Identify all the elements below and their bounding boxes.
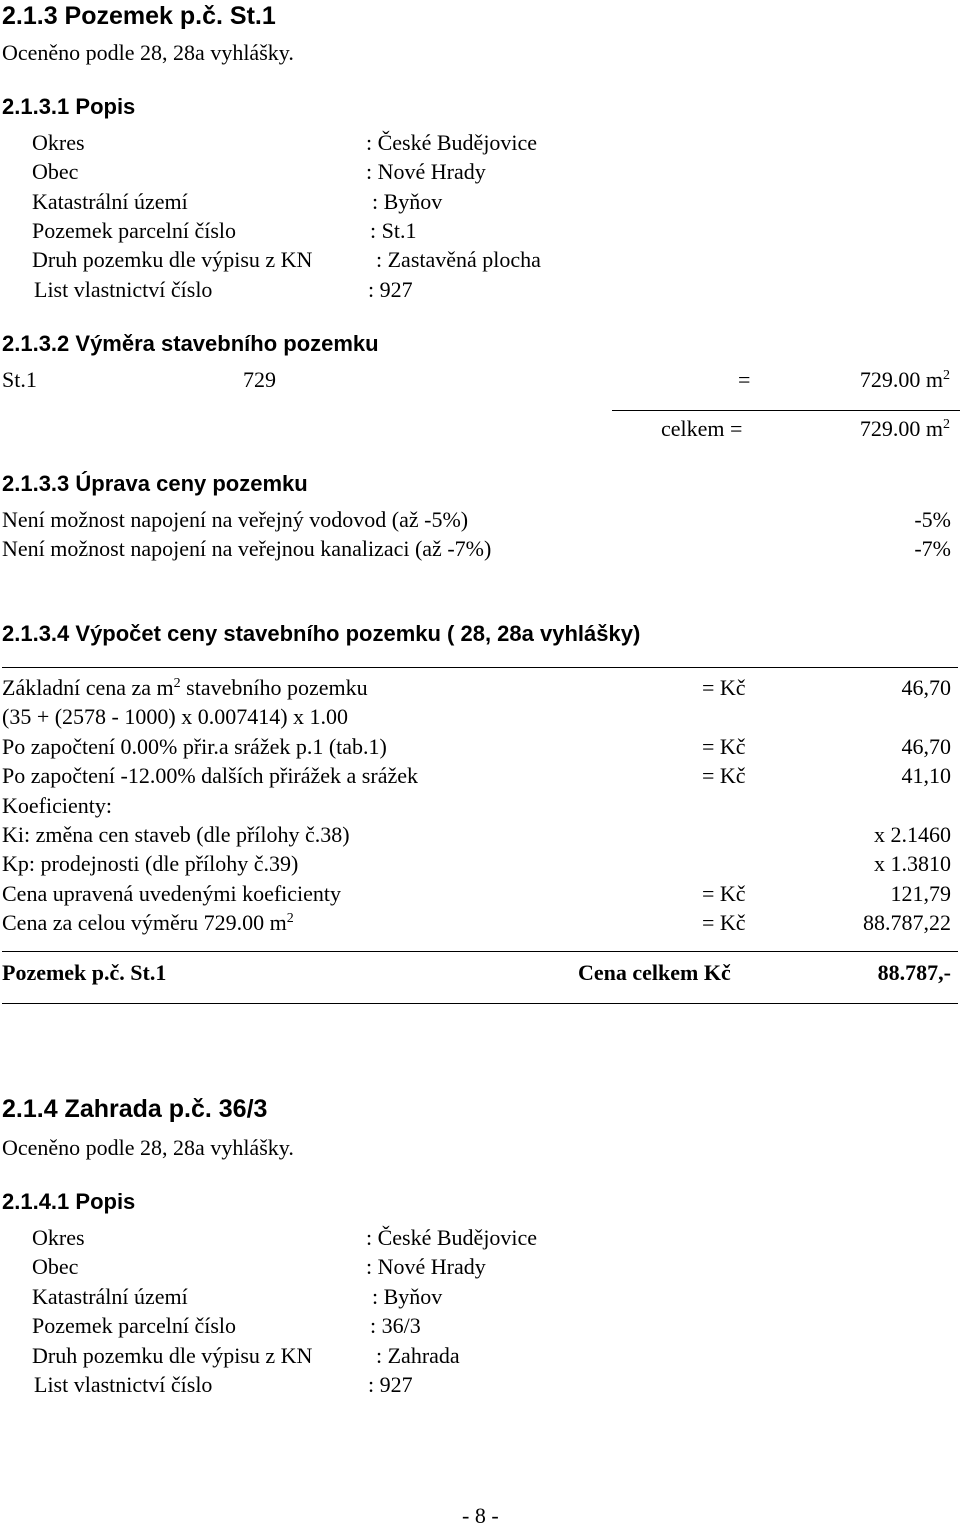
ki-label: Ki: změna cen staveb (dle přílohy č.38): [2, 822, 350, 847]
cena-celou-label: Cena za celou výměru 729.00 $m^2$: [2, 910, 294, 935]
cena-upravena-eq: = Kč: [702, 881, 746, 906]
zapocteni-value: 41,10: [901, 763, 951, 788]
popis-label: List vlastnictví číslo: [34, 277, 213, 302]
vymera-total-value: 729.00 $m^2$: [859, 416, 950, 441]
koeficienty-label: Koeficienty:: [2, 793, 112, 818]
popis-value: : České Budějovice: [366, 130, 538, 155]
cena-celou-eq: = Kč: [702, 910, 746, 935]
divider: [2, 951, 958, 952]
uprava-value: -7%: [914, 536, 951, 561]
popis-value: : 927: [368, 1372, 413, 1397]
section-heading: 2.1.4 Zahrada p.č. 36/3: [2, 1095, 268, 1123]
ki-value: x 2.1460: [874, 822, 951, 847]
vymera-total-label: celkem =: [661, 416, 743, 441]
zapocteni-value: 46,70: [901, 734, 951, 759]
subsection-heading-popis: 2.1.3.1 Popis: [2, 94, 136, 119]
formula: (35 + (2578 - 1000) x 0.007414) x 1.00: [2, 704, 349, 729]
cena-upravena-label: Cena upravená uvedenými koeficienty: [2, 881, 342, 906]
popis-label: Katastrální území: [32, 1284, 188, 1309]
popis-value: : Byňov: [372, 1284, 443, 1309]
vymera-eq: =: [738, 367, 751, 392]
total-mid-label: Cena celkem Kč: [578, 960, 731, 985]
popis-label: Okres: [32, 1225, 85, 1250]
popis-value: : Byňov: [372, 189, 443, 214]
uprava-label: Není možnost napojení na veřejnou kanalizaci (až -7%): [2, 536, 492, 561]
popis-value: : České Budějovice: [366, 1225, 538, 1250]
zakladni-cena-eq: = Kč: [702, 675, 746, 700]
popis-label: Obec: [32, 1254, 79, 1279]
zapocteni-label: Po započtení -12.00% dalších přirážek a srážek: [2, 763, 418, 788]
kp-label: Kp: prodejnosti (dle přílohy č.39): [2, 851, 299, 876]
popis-label: Okres: [32, 130, 85, 155]
popis-label: Druh pozemku dle výpisu z KN: [32, 1343, 313, 1368]
divider: [612, 410, 960, 411]
subsection-heading-vypocet: 2.1.3.4 Výpočet ceny stavebního pozemku ( 28, 28a vyhlášky): [2, 621, 641, 646]
uprava-value: -5%: [914, 507, 951, 532]
popis-value: : 927: [368, 277, 413, 302]
vymera-value: 729.00 $m^2$: [859, 367, 950, 392]
zapocteni-eq: = Kč: [702, 763, 746, 788]
popis-value: : 36/3: [370, 1313, 421, 1338]
section-heading: 2.1.3 Pozemek p.č. St.1: [2, 2, 276, 30]
vymera-label: St.1: [2, 367, 37, 392]
popis-label: Pozemek parcelní číslo: [32, 1313, 237, 1338]
total-value: 88.787,-: [877, 960, 951, 985]
subsection-heading-uprava: 2.1.3.3 Úprava ceny pozemku: [2, 471, 308, 496]
divider: [2, 667, 958, 668]
subsection-heading-vymera: 2.1.3.2 Výměra stavebního pozemku: [2, 331, 379, 356]
popis-label: List vlastnictví číslo: [34, 1372, 213, 1397]
valuation-basis: Oceněno podle 28, 28a vyhlášky.: [2, 40, 294, 65]
kp-value: x 1.3810: [874, 851, 951, 876]
popis-value: : Zahrada: [376, 1343, 460, 1368]
zakladni-cena-value: 46,70: [901, 675, 951, 700]
popis-value: : Nové Hrady: [366, 1254, 486, 1279]
uprava-label: Není možnost napojení na veřejný vodovod (až -5%): [2, 507, 469, 532]
cena-celou-value: 88.787,22: [863, 910, 951, 935]
zapocteni-eq: = Kč: [702, 734, 746, 759]
subsection-heading-popis: 2.1.4.1 Popis: [2, 1189, 136, 1214]
cena-upravena-value: 121,79: [890, 881, 951, 906]
popis-value: : Zastavěná plocha: [376, 247, 541, 272]
divider: [2, 1003, 958, 1004]
popis-value: : Nové Hrady: [366, 159, 486, 184]
popis-label: Obec: [32, 159, 79, 184]
page-number: - 8 -: [462, 1503, 499, 1528]
vymera-area: 729: [243, 367, 276, 392]
valuation-basis: Oceněno podle 28, 28a vyhlášky.: [2, 1135, 294, 1160]
zakladni-cena-label: Základní cena za $m^2$ stavebního pozemku: [2, 675, 368, 700]
total-label: Pozemek p.č. St.1: [2, 960, 167, 985]
popis-label: Druh pozemku dle výpisu z KN: [32, 247, 313, 272]
popis-label: Katastrální území: [32, 189, 188, 214]
popis-label: Pozemek parcelní číslo: [32, 218, 237, 243]
zapocteni-label: Po započtení 0.00% přir.a srážek p.1 (tab.1): [2, 734, 387, 759]
popis-value: : St.1: [370, 218, 417, 243]
